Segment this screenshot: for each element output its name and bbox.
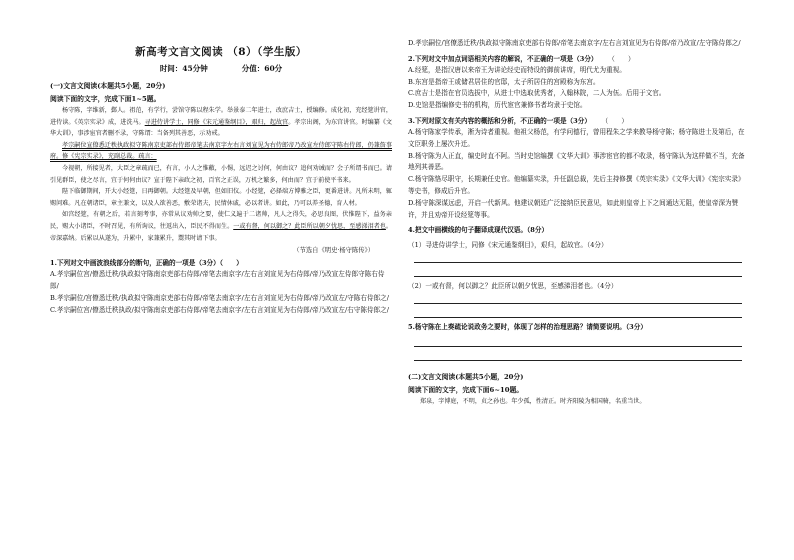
passage-paragraph: 郑泉，字博庭，不明，贞之孙也。年少孤，性清正。时齐阳陵为相国骑，名重当世。 — [420, 398, 646, 406]
question-1-stem: 1.下列对文中画波浪线部分的断句，正确的一项是（3分）（ ） — [50, 259, 243, 268]
answer-line[interactable] — [414, 304, 742, 318]
passage-paragraph: 陛下临御期间，开大小经筵，日再御朝。大经筵及早朝，但如旧仪。小经筵，必择端方博雅之臣，更番进讲。凡所未明，辄赐问难。凡在朝诸臣，章主兼文，以及人欲善恶，敷荣诸夫，民情休戚，必以者讲。如此，乃可以养圣德，育人材。 — [50, 188, 392, 207]
underlined-sentence-2: 一或有督，何以御之？此臣所以朝夕忧思，至感涕泪者也 — [233, 222, 386, 230]
document-title: 新高考文言文阅读 （8）（学生版） — [135, 46, 307, 58]
q3-option-c: C.杨守陈恪尽职守，长期兼任史官。他编纂实录，升任副总裁，先后主持修撰《英宗实录》《文华大训》《宪宗实录》等史书，修成后升官。 — [408, 175, 745, 195]
q1-option-d: D.孝宗嗣位/宫僚悉迁秩/执政拟守陈南京吏部右侍郎/帝笔去南京字/左右言刘宣见为右侍郎/帝乃改宣/左守陈侍郎之/ — [408, 39, 741, 47]
answer-line[interactable] — [414, 347, 742, 361]
q1-option-b: B.孝宗嗣位/宫僚悉迁秩/执政拟守陈南京吏部右侍郎/帝笔去南京字/左右言刘宣见为右侍郎/帝乃改宣左/守陈右侍郎之/ — [50, 293, 389, 302]
q3-option-d: D.杨守陈深谋远虑，开启一代新风。他建议朝廷广泛接纳臣民意见，如此则皇帝上下之间通达无阻，使皇帝深为赞许，并且劝帝开设经筵等事。 — [408, 198, 739, 219]
time-limit: 时间：45分钟 — [159, 64, 208, 73]
q2-option-d: D.史馆是指编修史书的机构，历代宦官兼修书者均隶于史馆。 — [408, 101, 587, 110]
passage-paragraph: 今视朝，所接见者，大臣之章疏而已，有言，小人之惟敝，小惕，远迟之讨何，何由议？追何劝诫而？会子所谓书而已。请引见群臣，使之尽言，宜于何何由议？宣于陛下亲政之初，百官之正误，万机之繁多，何由而？宜于前使平书来。 — [50, 164, 392, 184]
right-column — [408, 38, 748, 408]
question-3-stem: 3.下列对原文有关内容的概括和分析，不正确的一项是（3分） （ ） — [408, 116, 628, 125]
underlined-sentence-1: 寻进侍讲学士，同修《宋元通鉴纲目》，艰归，起故官 — [144, 118, 289, 126]
q4-sentence-2: （2）一或有督，何以御之？此臣所以朝夕忧思，至感涕泪者也。（4分） — [408, 282, 618, 291]
q4-sentence-1: （1）寻进侍讲学士，同修《宋元通鉴纲目》，艰归，起故官。（4分） — [408, 241, 608, 250]
q3-option-a: A.杨守陈家学传承，淅为诗者重视。他祖父杨范，有学问德行，曾用程朱之学来教导杨守陈；杨守陈进士及第后，在文臣职务上屡次升迁。 — [408, 127, 745, 148]
passage-paragraph: 杨守陈，字维新，鄞人。祖范，有学行，尝馆守陈以程朱学。举景泰二年进士，改庶吉士，授编修。成化初，充经筵讲官，进侍读。《英宗实录》成，进洗马。寻进侍讲学士，同修《宋元通鉴纲目》，艰归，起故官。孝宗出阁，为东宫讲官。时编纂《文华大训》，事涉宦官者删不录，守陈谓：当备列其善恶，示劝戒。 — [50, 107, 393, 138]
wavy-line-sentence: 孝宗嗣位宣僚悉迁秩执政拟守陈南京吏部右侍郎帝笔去南京字左右言刘宣见为右侍郎帝乃改宣左侍郎守陈右侍郎，仍兼詹事府。修《宪宗实录》，充副总裁。疏言： — [50, 141, 392, 161]
section1-heading: (一)文言文阅读(本题共5小题，20分) — [50, 82, 166, 90]
total-score: 分值：60分 — [241, 64, 283, 73]
question-5-stem: 5.杨守陈在上奏疏论说政务之要时，体现了怎样的治理思路？请简要说明。（3分） — [408, 323, 647, 332]
answer-line[interactable] — [414, 263, 742, 277]
passage-text — [50, 105, 392, 244]
q2-option-c: C.庶吉士是指在官员选拔中，从进士中选取优秀者，入翰林院，二人为伍。后用于文官。 — [408, 89, 666, 98]
section2-heading: (二)文言文阅读(本题共5小题，20分) — [408, 373, 524, 382]
exam-meta — [50, 63, 392, 74]
answer-line[interactable] — [414, 333, 742, 347]
question-4-stem: 4.把文中画横线的句子翻译成现代汉语。（8分） — [408, 226, 549, 235]
passage-paragraph: 如宫经筵，有朝之后，若言刻考事，亦常从议劝帅之要，使仁义遍于二诸帅，凡人之得失，必思良图，伏惟陛下，益务亲民，赐大小诸臣，不时召见，有所询议，往返出入，臣民不得而生。一或有督，何以御之？此臣所以朝夕忧思，至感涕泪者也。帝深嘉纳。后累以从遂为，升累中，家兼累升，鬻其时请下事。 — [50, 211, 393, 242]
q1-option-a: A.孝宗嗣位宫/僚悉迁秩/执政拟守陈南京吏部右侍郎/帝笔去南京字/左右言刘宣见为右侍郎/帝乃改宣左侍郎守陈右侍郎/ — [50, 270, 385, 290]
q2-option-a: A.经筵，是指汉唐以来帝王为讲论经史而特设的御前讲席，明代尤为重视。 — [408, 65, 626, 74]
q2-option-b: B.东宫是指帝王或储君居住的官邸，太子所居住的宫殿称为东宫。 — [408, 77, 600, 86]
question-2-stem: 2.下列对文中加点词语相关内容的解说，不正确的一项是（3分） （ ） — [408, 54, 635, 63]
q1-option-c: C.孝宗嗣位宫/僚悉迁秩执政/拟守陈南京吏部右侍郎/帝笔去南京字/左右言刘宣见为右侍郎/帝乃改宣左/右守陈侍郎之/ — [50, 305, 389, 314]
section2-instruction: 阅读下面的文字，完成下面6~10题。 — [408, 386, 524, 395]
section1-instruction: 阅读下面的文字，完成下面1~5题。 — [50, 95, 161, 103]
passage2-text — [408, 396, 748, 408]
answer-line[interactable] — [414, 290, 742, 304]
left-column — [50, 0, 392, 316]
passage-source: （节选自《明史·杨守陈传》） — [293, 247, 374, 255]
passage-paragraph — [50, 140, 392, 163]
q3-option-b: B.杨守陈为人正直，编史时直不阿。当时史馆编撰《文华大训》事涉宦官的都不收录，杨守陈认为这样做不当，充备地列其善恶。 — [408, 151, 745, 172]
answer-line[interactable] — [414, 249, 742, 263]
